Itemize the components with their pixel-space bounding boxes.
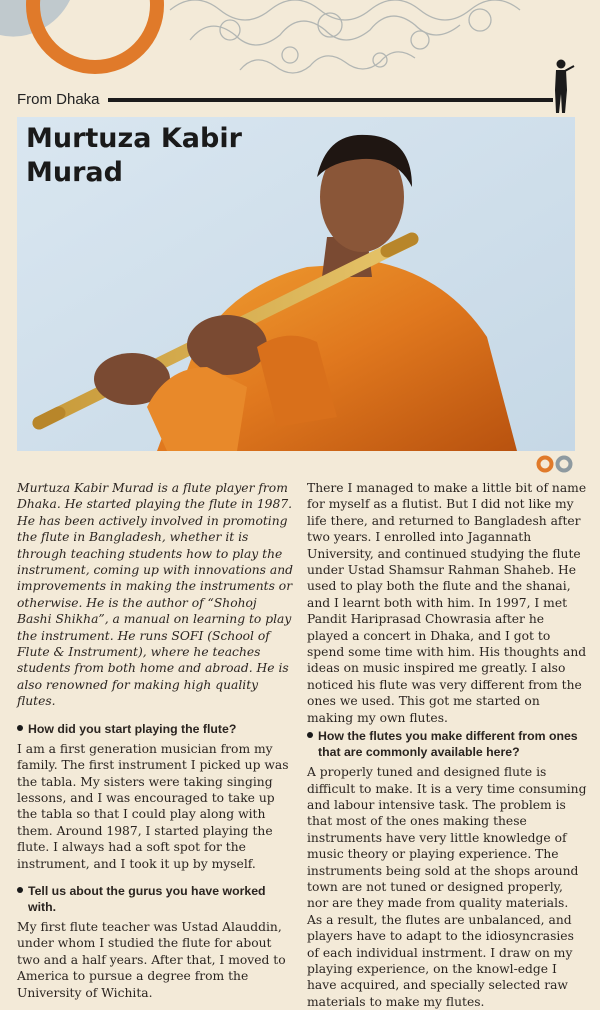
bullet-icon <box>17 725 23 731</box>
swirl-ornament-icon <box>0 0 600 95</box>
question-heading <box>307 728 587 760</box>
question-text: How the flutes you make different from ones that are commonly available here? <box>318 729 578 760</box>
question-heading <box>17 883 295 915</box>
question-heading <box>17 721 295 737</box>
answer-text: My first flute teacher was Ustad Alauddin, under whom I studied the flute for about two and a half years. After that, I moved to America to pursue a degree from the University of Wichita. <box>17 919 286 1000</box>
answer-text: A properly tuned and designed flute is difficult to make. It is a very time consuming and labour intensive task. The problem is that most of the ones making these instruments have very little knowledge of music theory or playing experience. The instruments being sold at the shops around town are not tuned or designed properly, nor are they made from quality materials. As a result, the flutes are unbalanced, and players have to adapt to the idiosyncrasies of each individual instrment. I draw on my playing experience, on the knowl-edge I have acquired, and specially selected raw materials to make my flutes. <box>307 765 587 1009</box>
answer-text: I am a first generation musician from my family. The first instrument I picked up was the tabla. My sisters were taking singing lessons, and I was encouraged to take up the tabla so that I could play along with them. Around 1987, I started playing the flute. I always had a soft spot for the instrument, and I took it up by myself. <box>17 741 289 871</box>
question-text: How did you start playing the flute? <box>28 721 237 736</box>
question-text: Tell us about the gurus you have worked with. <box>28 883 266 914</box>
bullet-icon <box>307 732 313 738</box>
circle-dots-icon <box>536 455 576 473</box>
left-column <box>17 480 295 1001</box>
flutist-silhouette-icon <box>549 58 575 114</box>
divider <box>108 98 553 102</box>
bullet-icon <box>17 887 23 893</box>
intro-text: Murtuza Kabir Murad is a flute player from Dhaka. He started playing the flute in 1987. He has been actively involved in promoting the flute in Bangladesh, whether it is through teaching students how to play the instrument, coming up with innovations and improvements in making the instruments or otherwise. He is the author of “Shohoj Bashi Shikha”, a manual on learning to play the instrument. He runs SOFI (School of Flute & Instrument), where he teaches students from both home and abroad. He is also renowned for making high quality flutes. <box>17 481 294 709</box>
right-column <box>307 480 587 1010</box>
page-title: Murtuza Kabir Murad <box>26 123 242 188</box>
section-label: From Dhaka <box>17 91 100 108</box>
answer-text: There I managed to make a little bit of name for myself as a flutist. But I did not like my life there, and returned to Bangladesh after two years. I enrolled into Jagannath University, and continued studying the flute under Ustad Shamsur Rahman Shaheb. He used to play both the flute and the shanai, and I learnt both with him. In 1997, I met Pandit Hariprasad Chowrasia after he played a concert in Dhaka, and I got to spend some time with him. His thoughts and ideas on music inspired me greatly. I also noticed his flute was very different from the ones we used. This got me started on making my own flutes. <box>307 481 587 725</box>
